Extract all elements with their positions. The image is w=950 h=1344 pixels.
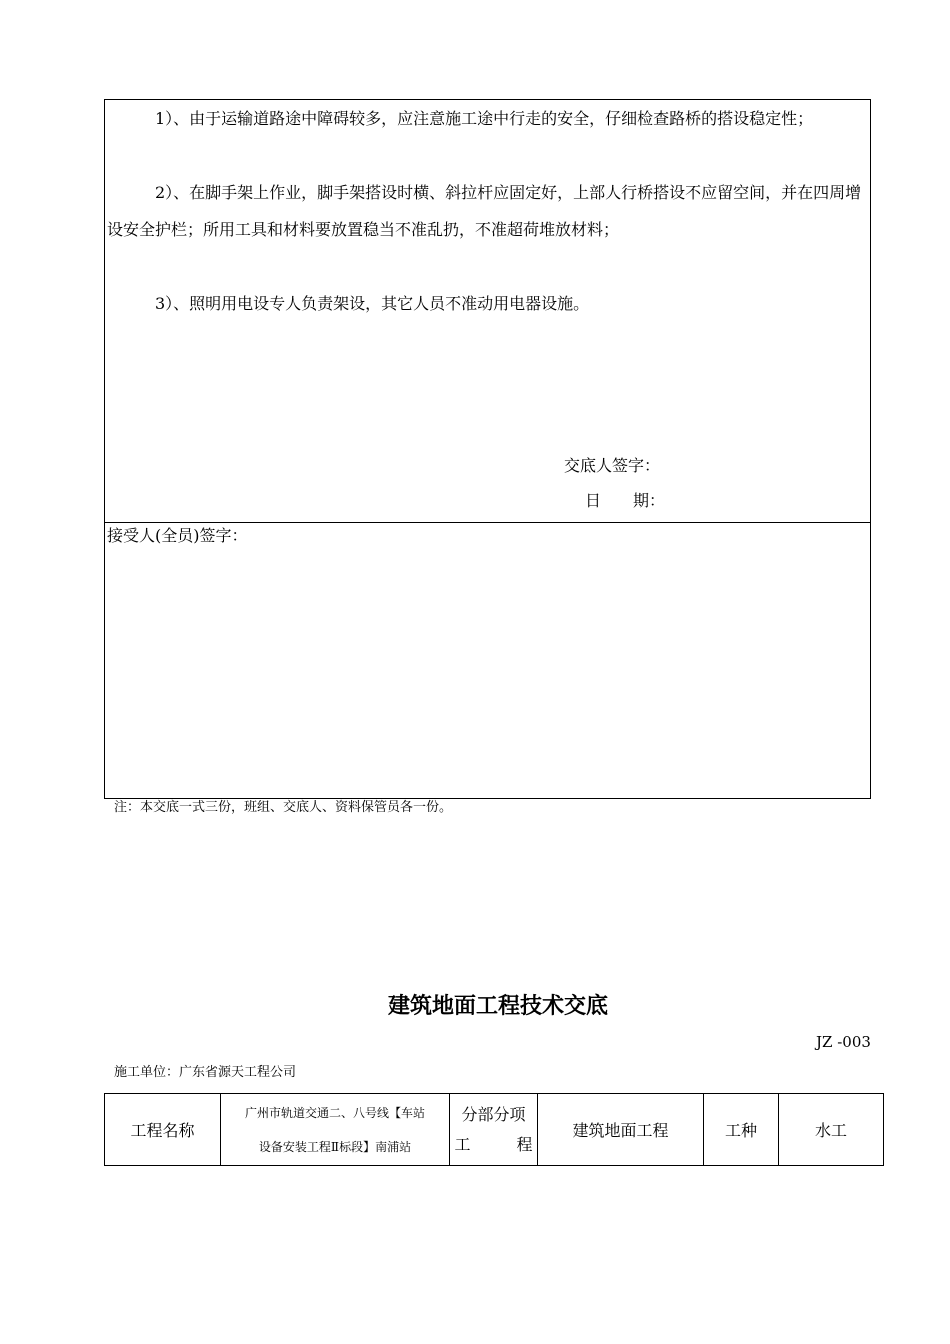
subproject-label-line-1: 分部分项 (461, 1104, 526, 1124)
instruction-item-2: 2）、在脚手架上作业，脚手架搭设时横、斜拉杆应固定好，上部人行桥搭设不应留空间，并在四周增设安全护栏；所用工具和材料要放置稳当不准乱扔，不准超荷堆放材料； (107, 183, 862, 239)
project-info-table (104, 1093, 884, 1166)
project-name-line-1: 广州市轨道交通二、八号线【车站 (244, 1105, 425, 1120)
subproject-label (450, 1094, 538, 1166)
subproject-label-char-a: 工 (454, 1134, 471, 1154)
project-name-label: 工程名称 (105, 1094, 221, 1166)
construction-unit: 施工单位：广东省源天工程公司 (114, 1065, 297, 1080)
project-name-line-2: 设备安装工程Ⅱ标段】南浦站 (258, 1139, 412, 1154)
table-row (105, 1094, 884, 1166)
presenter-signature-label: 交底人签字： (564, 456, 661, 475)
trade-value: 水工 (779, 1094, 884, 1166)
subproject-label-line-2 (450, 1130, 537, 1160)
trade-label: 工种 (704, 1094, 779, 1166)
instructions-box (104, 99, 871, 523)
document-code: JZ -003 (816, 1033, 871, 1051)
project-name-value (221, 1094, 450, 1166)
distribution-note: 注：本交底一式三份，班组、交底人、资料保管员各一份。 (114, 800, 453, 815)
subproject-label-char-b: 程 (516, 1134, 533, 1154)
subproject-value: 建筑地面工程 (538, 1094, 704, 1166)
instruction-item-3: 3）、照明用电设专人负责架设，其它人员不准动用电器设施。 (155, 294, 590, 313)
instruction-item-1: 1）、由于运输道路途中障碍较多，应注意施工途中行走的安全，仔细检查路桥的搭设稳定性； (155, 109, 814, 128)
receivers-signature-box (104, 522, 871, 799)
document-title: 建筑地面工程技术交底 (387, 993, 608, 1019)
receivers-signature-label: 接受人(全员)签字： (107, 526, 248, 545)
date-label: 日 期： (585, 491, 666, 510)
